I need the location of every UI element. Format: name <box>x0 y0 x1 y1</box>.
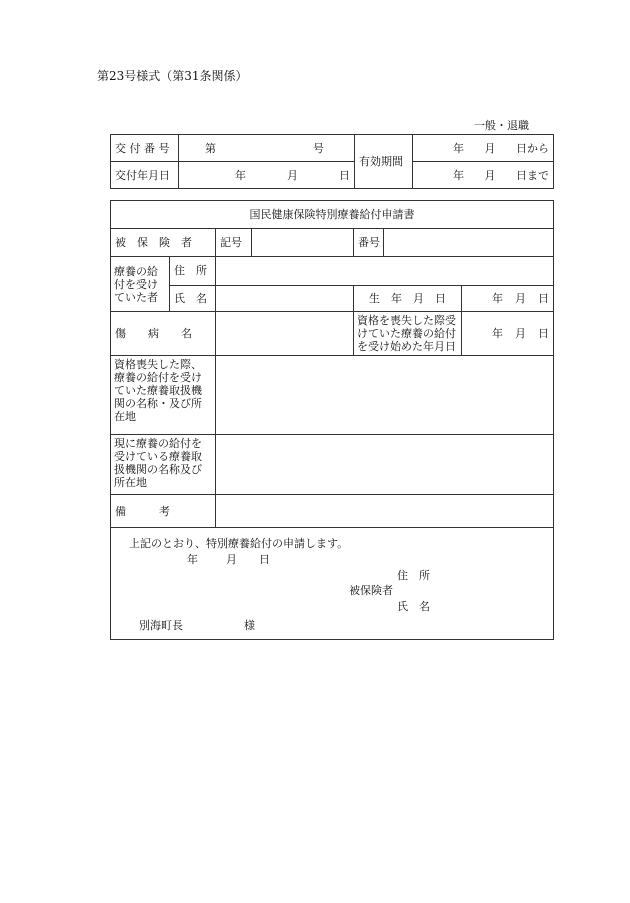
issue-number-label: 交 付 番 号 <box>111 135 179 162</box>
remarks-label: 備 考 <box>111 494 216 527</box>
issue-number-prefix: 第 <box>205 141 216 155</box>
loss-start-month: 月 <box>515 326 526 340</box>
form-number: 第23号様式（第31条関係） <box>97 69 248 83</box>
birth-label: 生 年 月 日 <box>354 285 462 311</box>
number-label: 番号 <box>354 229 384 257</box>
form-title: 国民健康保険特別療養給付申請書 <box>111 201 554 229</box>
validity-label: 有効期間 <box>355 135 413 189</box>
applicant-name-label: 氏 名 <box>397 600 430 614</box>
valid-from-day: 日から <box>516 141 549 155</box>
injury-label: 傷 病 名 <box>111 311 216 355</box>
applicant-address-label: 住 所 <box>397 569 430 583</box>
issue-date-day: 日 <box>339 168 350 182</box>
valid-to-year: 年 <box>453 168 464 182</box>
addressee: 別海町長 <box>139 619 183 633</box>
symbol-field[interactable] <box>252 229 354 257</box>
symbol-label: 記号 <box>216 229 252 257</box>
prev-facility-label: 資格喪失した際、療養の給付を受けていた療養取扱機関の名称・及び所在地 <box>111 356 216 435</box>
number-field[interactable] <box>384 229 554 257</box>
issue-box <box>110 134 554 189</box>
loss-start-day: 日 <box>538 326 549 340</box>
issue-date-month: 月 <box>287 168 298 182</box>
loss-start-date-field[interactable] <box>462 311 554 355</box>
issue-date-label: 交付年月日 <box>111 162 179 189</box>
category-label: 一般・退職 <box>474 119 529 132</box>
applicant-label: 被保険者 <box>349 584 393 598</box>
declaration-text: 上記のとおり、特別療養給付の申請します。 <box>129 537 349 551</box>
valid-from-field[interactable] <box>413 135 554 162</box>
valid-to-month: 月 <box>484 168 496 182</box>
birth-month: 月 <box>515 291 526 305</box>
injury-field[interactable] <box>216 311 354 355</box>
prev-facility-field[interactable] <box>216 356 554 435</box>
name-label: 氏 名 <box>170 285 216 311</box>
loss-start-year: 年 <box>492 326 503 340</box>
declaration-year: 年 <box>187 553 198 567</box>
birth-date-field[interactable] <box>462 285 554 311</box>
valid-from-month: 月 <box>484 141 496 155</box>
name-field[interactable] <box>216 285 354 311</box>
recipient-group-label: 療養の給付を受けていた者 <box>111 257 170 311</box>
loss-start-label: 資格を喪失した際受けていた療養の給付を受け始めた年月日 <box>354 311 462 355</box>
honorific: 様 <box>244 619 255 633</box>
address-field[interactable] <box>216 257 554 285</box>
issue-date-field[interactable] <box>179 162 355 189</box>
birth-year: 年 <box>492 291 503 305</box>
declaration-month: 月 <box>226 553 237 567</box>
declaration-day: 日 <box>259 553 270 567</box>
valid-from-year: 年 <box>453 141 464 155</box>
current-facility-label: 現に療養の給付を受けている療養取扱機関の名称及び所在地 <box>111 434 216 494</box>
birth-day: 日 <box>538 291 549 305</box>
issue-number-field[interactable] <box>179 135 355 162</box>
valid-to-day: 日まで <box>516 168 549 182</box>
address-label: 住 所 <box>170 257 216 285</box>
remarks-field[interactable] <box>216 494 554 527</box>
issue-number-suffix: 号 <box>313 141 324 155</box>
current-facility-field[interactable] <box>216 434 554 494</box>
valid-to-field[interactable] <box>413 162 554 189</box>
insured-label: 被 保 険 者 <box>111 229 216 257</box>
declaration-block <box>111 528 554 640</box>
application-form <box>110 200 554 640</box>
issue-date-year: 年 <box>235 168 246 182</box>
